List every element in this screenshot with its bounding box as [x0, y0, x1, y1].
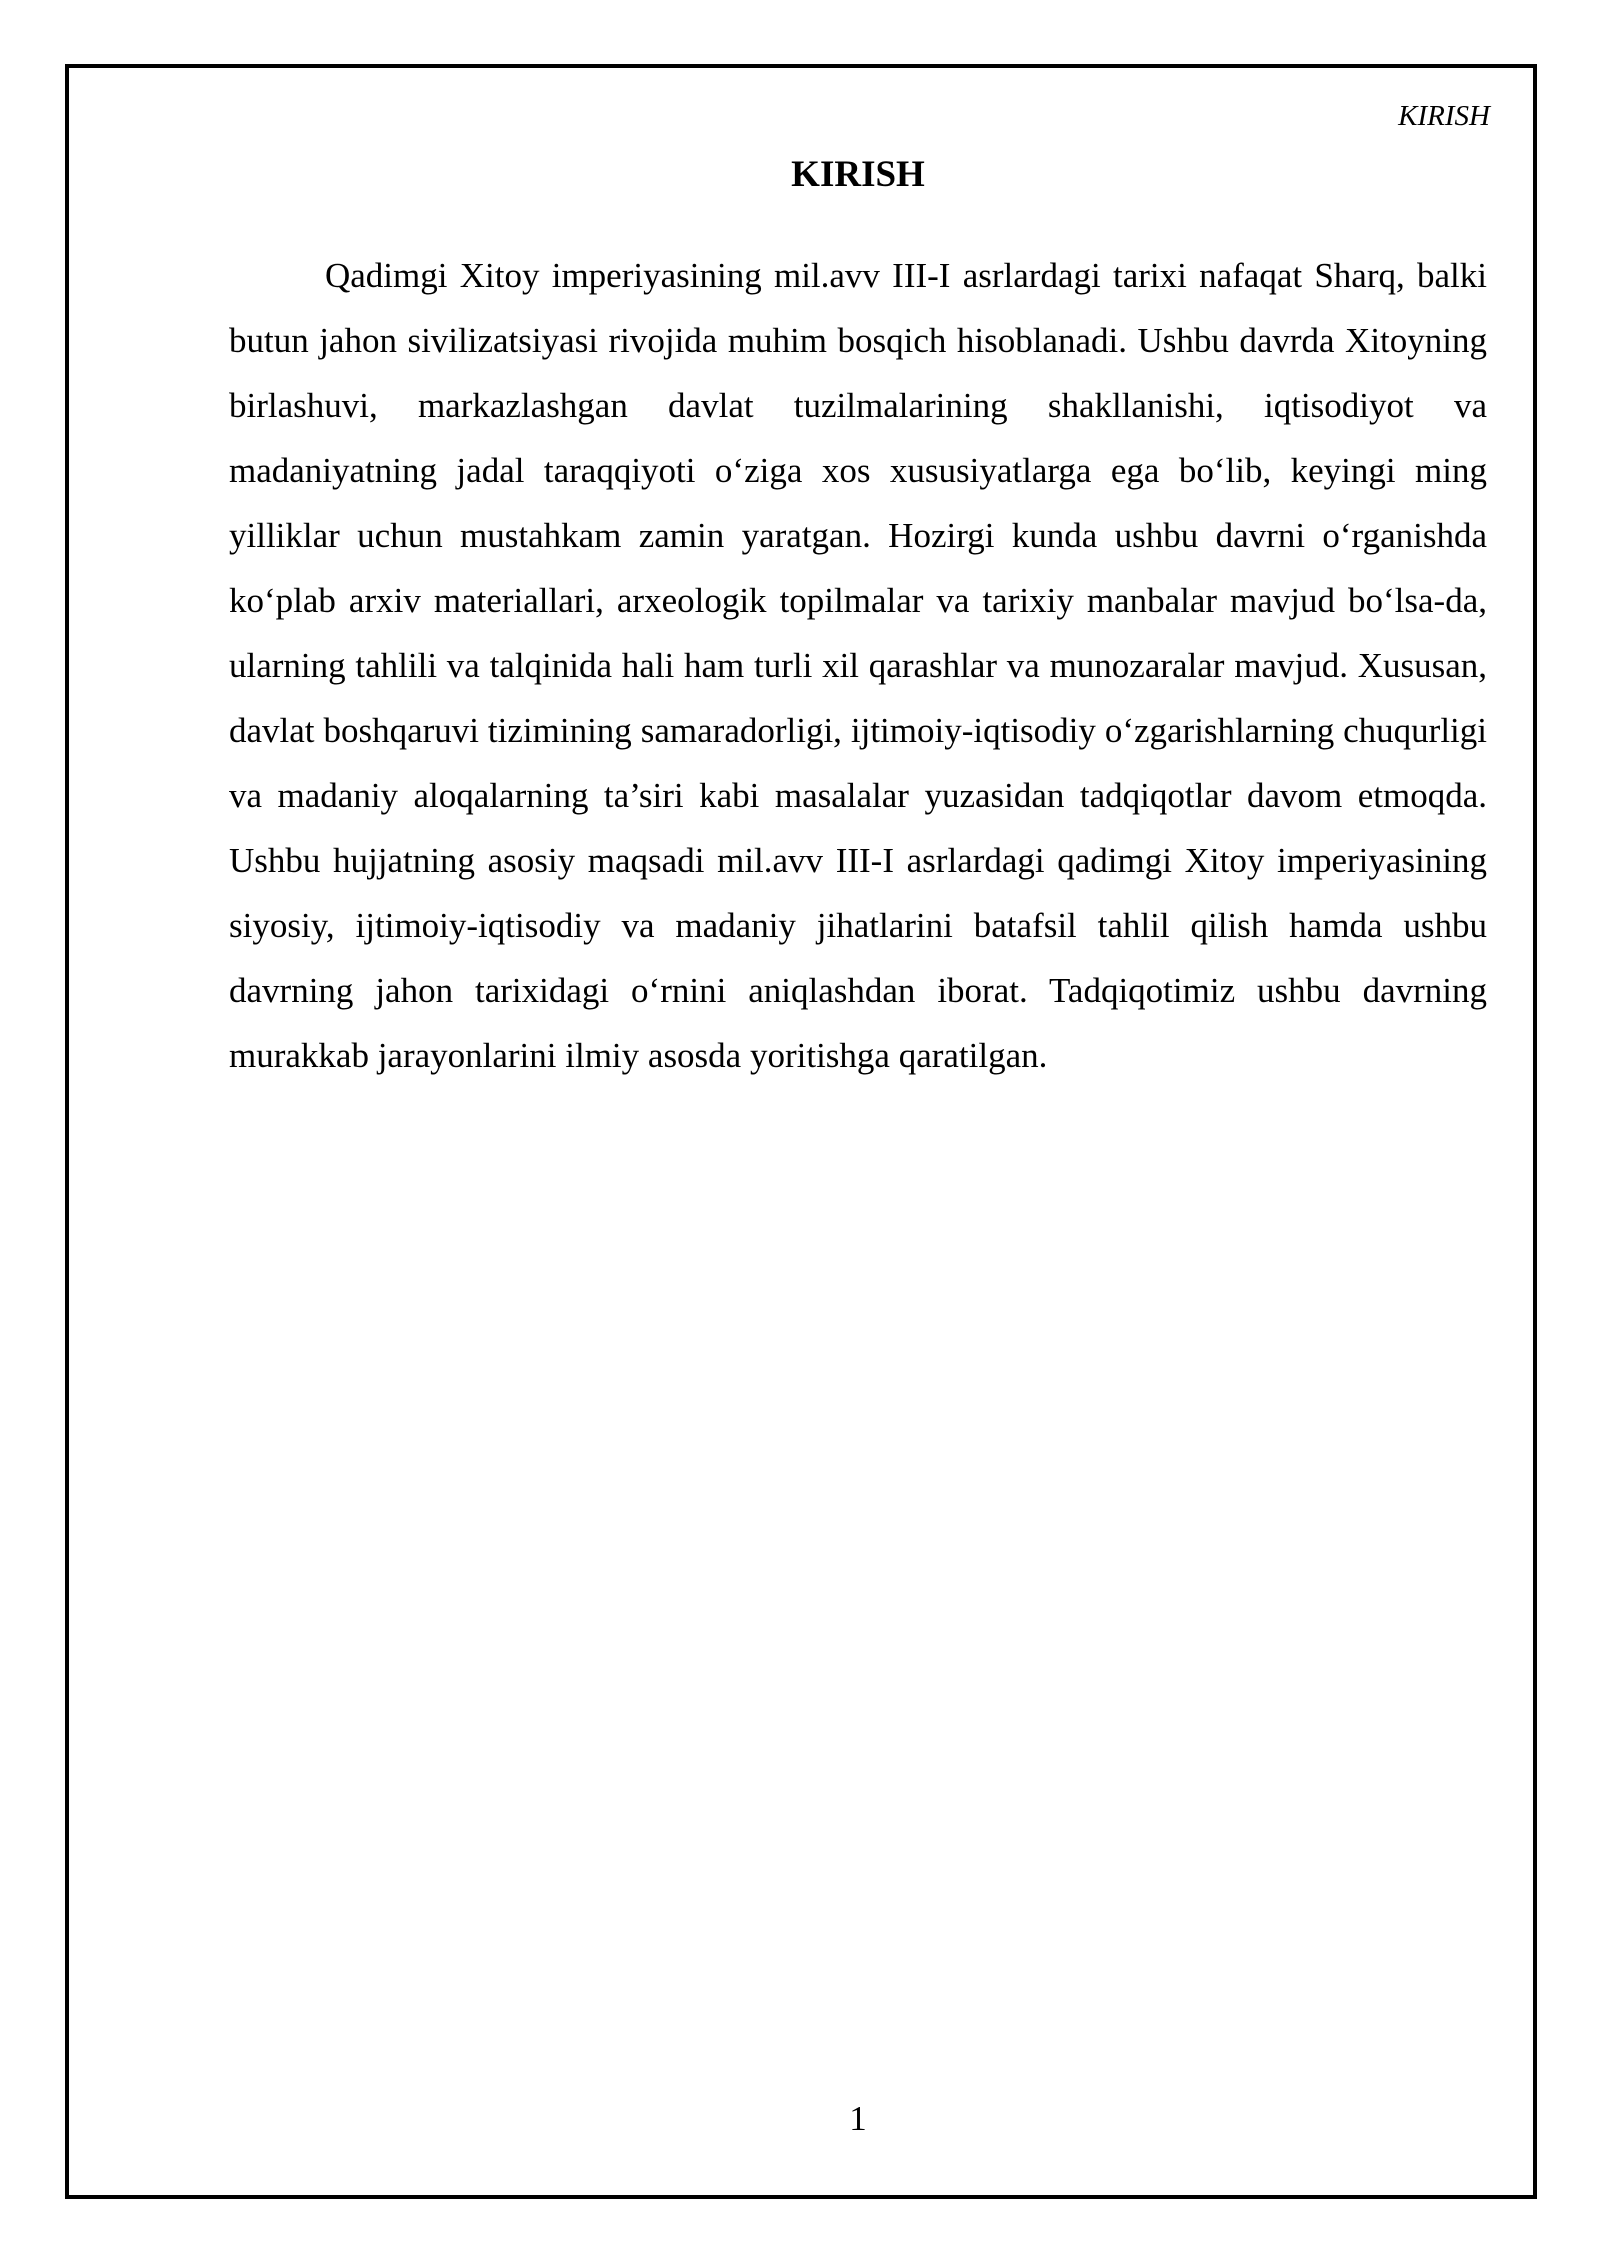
- body-paragraph: Qadimgi Xitoy imperiyasining mil.avv III-I asrlardagi tarixi nafaqat Sharq, balki butun jahon sivilizatsiyasi rivojida muhim bosqich hisoblanadi. Ushbu davrda Xitoyning birlashuvi, markazlashgan davlat tuzilmalarining shakllanishi, iqtisodiyot va madaniyatning jadal taraqqiyoti o‘ziga xos xususiyatlarga ega bo‘lib, keyingi ming yilliklar uchun mustahkam zamin yaratgan. Hozirgi kunda ushbu davrni o‘rganishda ko‘plab arxiv materiallari, arxeologik topilmalar va tarixiy manbalar mavjud bo‘lsa-da, ularning tahlili va talqinida hali ham turli xil qarashlar va munozaralar mavjud. Xususan, davlat boshqaruvi tizimining samaradorligi, ijtimoiy-iqtisodiy o‘zgarishlarning chuqurligi va madaniy aloqalarning ta’siri kabi masalalar yuzasidan tadqiqotlar davom etmoqda. Ushbu hujjatning asosiy maqsadi mil.avv III-I asrlardagi qadimgi Xitoy imperiyasining siyosiy, ijtimoiy-iqtisodiy va madaniy jihatlarini batafsil tahlil qilish hamda ushbu davrning jahon tarixidagi o‘rnini aniqlashdan iborat. Tadqiqotimiz ushbu davrning murakkab jarayonlarini ilmiy asosda yoritishga qaratilgan.: [229, 256, 1487, 1075]
- page-title: KIRISH: [791, 154, 925, 195]
- running-header: KIRISH: [1398, 100, 1490, 132]
- page-number: 1: [849, 2099, 867, 2138]
